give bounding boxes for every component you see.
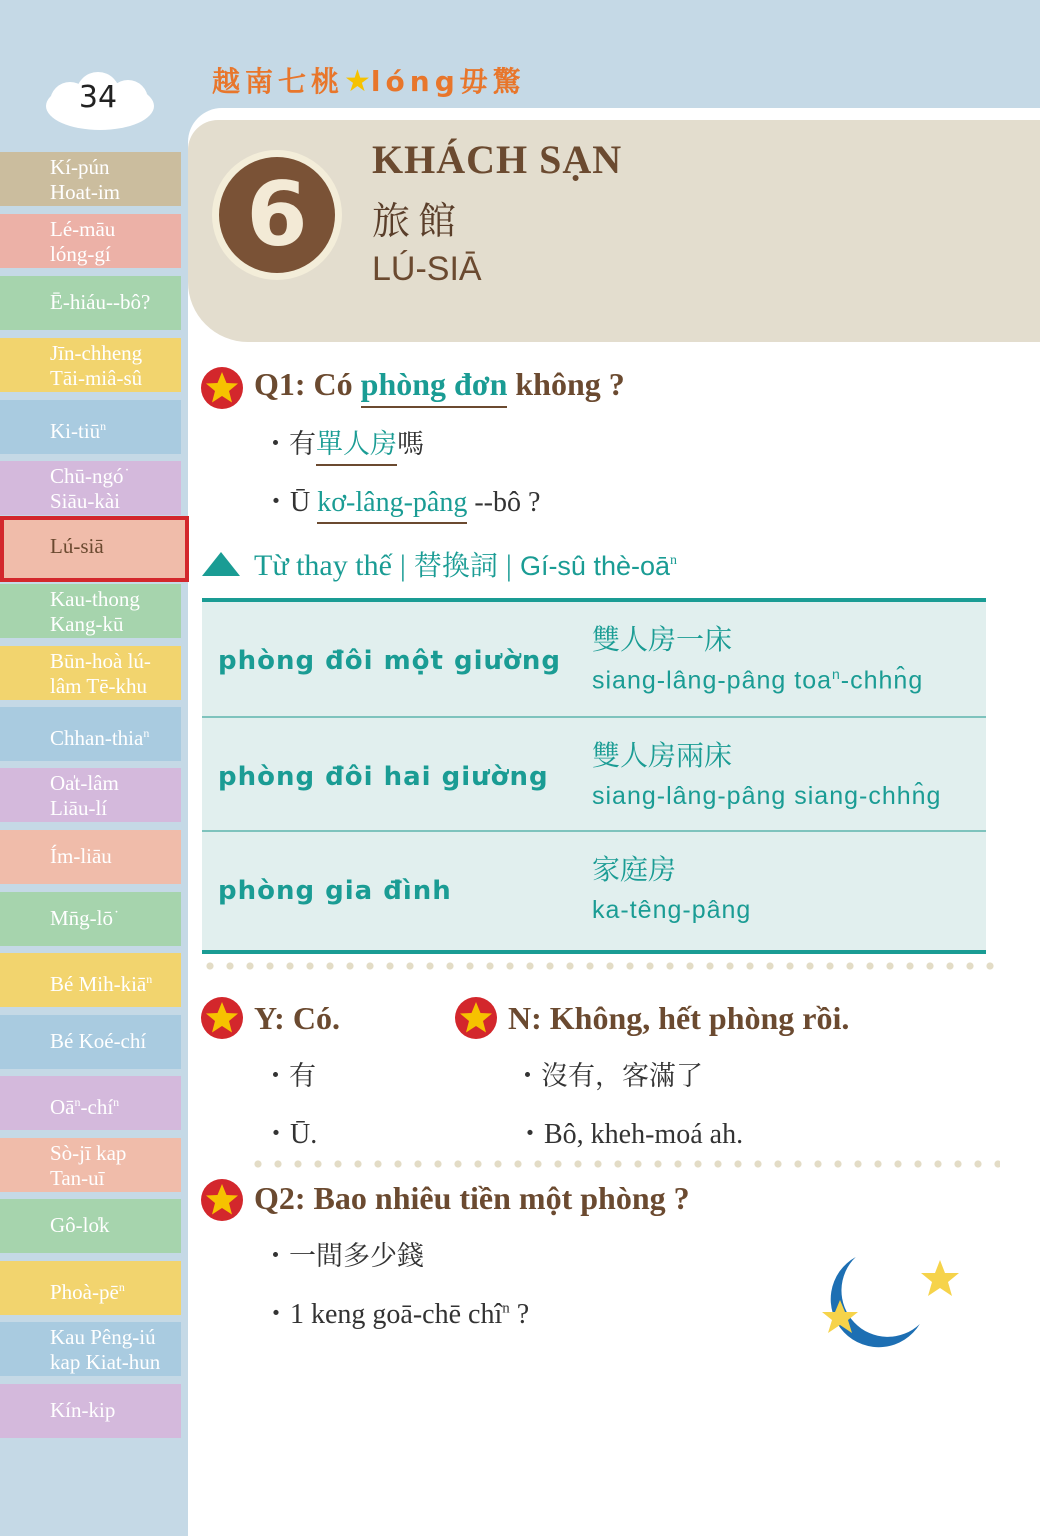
tab-label: Tāi-miâ-sû <box>50 366 143 390</box>
tab-label: lóng-gí <box>50 242 111 266</box>
tab-label: Chū-ngó͘ <box>50 464 124 488</box>
tab-label: Liāu-lí <box>50 796 108 820</box>
sidebar-tab-8[interactable] <box>0 584 181 638</box>
sidebar-tab-9[interactable] <box>0 646 181 700</box>
tab-label-sup: n <box>74 1095 81 1109</box>
star-badge-icon <box>200 996 244 1040</box>
tab-label: kap Kiat-hun <box>50 1350 161 1374</box>
sidebar-tab-19[interactable] <box>0 1261 181 1315</box>
tab-label-sup: n <box>100 419 107 433</box>
separator: | <box>505 549 512 582</box>
tab-label: Gô-lo̍k <box>50 1213 110 1237</box>
answer-yes-chinese: ・有 <box>262 1061 316 1092</box>
tab-label: Bé Koé-chí <box>50 1029 147 1053</box>
tab-label: Mn̄g-lō͘ <box>50 906 113 930</box>
q1-chinese <box>262 422 424 461</box>
dotted-divider <box>248 1160 1000 1168</box>
page-number: 34 <box>78 80 118 115</box>
tab-label-sup: n <box>113 1095 120 1109</box>
triangle-icon <box>202 552 240 576</box>
sidebar-tab-7-active[interactable] <box>0 516 189 582</box>
tab-label-sup: n <box>118 1280 125 1294</box>
q1-prefix: Q1: Có <box>254 366 361 402</box>
sidebar-tab-11[interactable] <box>0 768 181 822</box>
row-chinese: 雙人房一床 <box>592 623 733 656</box>
q1-tw-prefix: ・Ū <box>262 487 318 518</box>
sidebar-tab-3[interactable] <box>0 276 181 330</box>
row-vietnamese: phòng đôi hai giường <box>218 762 549 792</box>
book-title <box>212 60 526 100</box>
book-title-part1: 越南七桃 <box>212 65 345 98</box>
lesson-title-taiwanese: LÚ-SIĀ <box>372 250 482 288</box>
q2-title: Q2: Bao nhiêu tiền một phòng ? <box>254 1180 690 1216</box>
row-taiwanese: siang-lâng-pâng siang-chhn̂g <box>592 782 942 810</box>
tab-label: Kau Pêng-iú <box>50 1325 156 1349</box>
sidebar-tab-12[interactable] <box>0 830 181 884</box>
sidebar-tab-17[interactable] <box>0 1138 181 1192</box>
alt-heading-vi: Từ thay thế <box>254 549 392 582</box>
tab-label: Būn-hoà lú- <box>50 649 151 673</box>
q1-taiwanese <box>262 480 540 520</box>
sidebar-tab-21[interactable] <box>0 1384 181 1438</box>
star-badge-icon <box>200 366 244 410</box>
q2-tw-end: ? <box>509 1299 530 1330</box>
star-icon: ★ <box>344 64 371 99</box>
star-badge-icon <box>454 996 498 1040</box>
table-row <box>202 830 986 948</box>
tab-label: Chhan-thia <box>50 726 144 750</box>
tab-label: Kau-thong <box>50 587 140 611</box>
row-vietnamese: phòng gia đình <box>218 876 452 906</box>
q2-taiwanese <box>262 1292 529 1332</box>
tab-label: Ki-tiū <box>50 419 101 443</box>
alt-heading-tw: Gí-sû thè-oā <box>519 551 671 581</box>
tab-label: lâm Tē-khu <box>50 674 148 698</box>
tab-label: Bé Mih-kiā <box>50 972 147 996</box>
tab-label: Kang-kū <box>50 612 124 636</box>
sidebar-tab-6[interactable] <box>0 461 181 515</box>
tab-label: Lé-māu <box>50 217 116 241</box>
tab-label: Kí-pún <box>50 155 110 179</box>
tab-label: Lú-siā <box>50 534 104 558</box>
tab-label-sup: n <box>143 726 150 740</box>
q2-tw-text: ・1 keng goā-chē chî <box>262 1299 503 1330</box>
alt-heading-zh: 替換詞 <box>413 549 498 582</box>
table-row <box>202 716 986 832</box>
alt-heading-tw-sup: n <box>670 553 678 568</box>
row-taiwanese: ka-têng-pâng <box>592 896 752 924</box>
q1-title <box>254 366 625 403</box>
row-tw-sup: n <box>832 666 841 682</box>
sidebar-tab-4[interactable] <box>0 338 181 392</box>
answer-yes-taiwanese: ・Ū. <box>262 1119 318 1150</box>
table-row <box>202 602 986 716</box>
q2-chinese: ・一間多少錢 <box>262 1241 424 1272</box>
q1-highlight: phòng đơn <box>361 366 508 408</box>
alternatives-heading <box>202 544 677 584</box>
q1-zh-suffix: 嗎 <box>397 429 424 460</box>
sidebar-tab-2[interactable] <box>0 214 181 268</box>
tab-label-sup: n <box>146 972 153 986</box>
answer-no-title: N: Không, hết phòng rồi. <box>508 1000 850 1036</box>
tab-label: Tan-uī <box>50 1166 105 1190</box>
q1-tw-highlight: kơ-lâng-pâng <box>317 487 467 524</box>
row-taiwanese <box>592 666 923 695</box>
separator: | <box>399 549 406 582</box>
q1-zh-highlight: 單人房 <box>316 429 397 466</box>
sidebar-tab-10[interactable] <box>0 707 181 761</box>
answer-no-chinese: ・沒有，客滿了 <box>514 1061 703 1092</box>
alternatives-table <box>202 598 986 954</box>
q2-tw-sup: n <box>502 1300 510 1317</box>
answer-yes-title: Y: Có. <box>254 1000 340 1036</box>
row-vietnamese: phòng đôi một giường <box>218 646 562 676</box>
sidebar-tab-13[interactable] <box>0 892 181 946</box>
tab-label: Phoà-pē <box>50 1280 119 1304</box>
sidebar-tab-1[interactable] <box>0 152 181 206</box>
sidebar-tab-14[interactable] <box>0 953 181 1007</box>
lesson-title-vietnamese: KHÁCH SẠN <box>372 137 623 182</box>
tab-label: Jīn-chheng <box>50 341 143 365</box>
dotted-divider <box>200 962 1000 970</box>
tab-label: Oa̍t-lâm <box>50 771 119 795</box>
sidebar-tab-5[interactable] <box>0 400 181 454</box>
sidebar-tab-18[interactable] <box>0 1199 181 1253</box>
tab-label: Siāu-kài <box>50 489 120 513</box>
tab-label: Ím-liāu <box>50 844 112 868</box>
tab-label: Sò-jī kap <box>50 1141 127 1165</box>
answer-no-taiwanese: ・Bô, kheh-moá ah. <box>516 1119 744 1150</box>
row-chinese: 家庭房 <box>592 853 677 886</box>
star-badge-icon <box>200 1178 244 1222</box>
q1-suffix: không ? <box>507 366 625 402</box>
sidebar-tab-20[interactable] <box>0 1322 181 1376</box>
tab-label: Ē-hiáu--bô? <box>50 290 151 314</box>
lesson-title-chinese: 旅館 <box>372 199 465 243</box>
sidebar-tab-16[interactable] <box>0 1076 181 1130</box>
row-tw-text: siang-lâng-pâng toa <box>592 666 832 695</box>
tab-label: -chí <box>80 1095 114 1119</box>
sidebar-tab-15[interactable] <box>0 1015 181 1069</box>
q1-tw-suffix: --bô ? <box>467 487 541 518</box>
tab-label: Hoat-im <box>50 180 120 204</box>
book-title-part2: lóng毋驚 <box>370 65 526 98</box>
tab-label: Kín-kip <box>50 1398 116 1422</box>
tab-label: Oā <box>50 1095 75 1119</box>
row-tw-rest: -chhn̂g <box>840 666 924 695</box>
moon-stars-icon <box>800 1240 980 1350</box>
lesson-number: 6 <box>219 157 335 273</box>
row-chinese: 雙人房兩床 <box>592 739 733 772</box>
q1-zh-prefix: ・有 <box>262 429 316 460</box>
